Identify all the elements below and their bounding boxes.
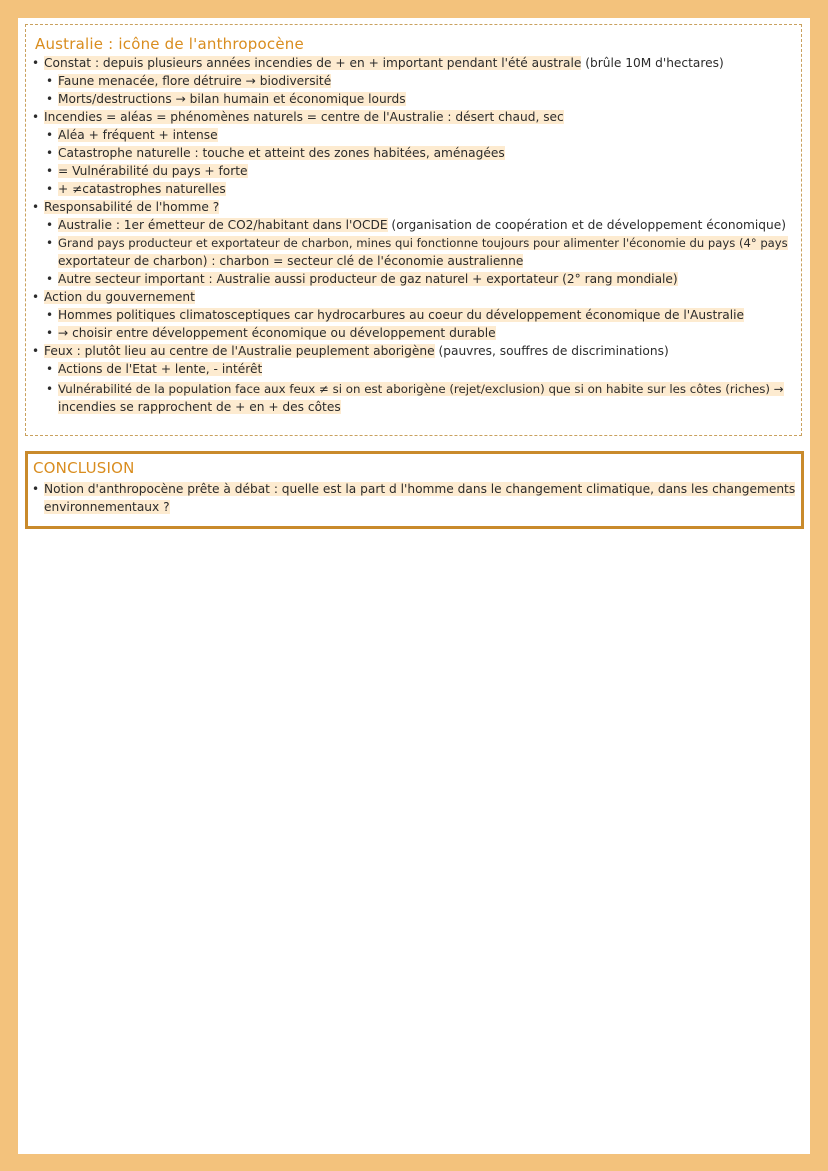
list-item: = Vulnérabilité du pays + forte — [58, 164, 248, 178]
list-item-continuation: environnementaux ? — [44, 500, 170, 514]
list-item: Action du gouvernement — [44, 290, 195, 304]
list-item-continuation: exportateur de charbon) : charbon = secteur clé de l'économie australienne — [58, 254, 524, 268]
bullet: • — [46, 308, 54, 322]
bullet: • — [46, 218, 54, 232]
list-item: Morts/destructions → bilan humain et économique lourds — [58, 92, 406, 106]
list-item: Actions de l'Etat + lente, - intérêt — [58, 362, 263, 376]
list-item: Feux : plutôt lieu au centre de l'Australie peuplement aborigène (pauvres, souffres de discriminations) — [44, 344, 669, 358]
bullet: • — [46, 362, 54, 376]
bullet: • — [46, 146, 54, 160]
conclusion-title: CONCLUSION — [33, 459, 135, 477]
list-item: Catastrophe naturelle : touche et atteint des zones habitées, aménagées — [58, 146, 505, 160]
list-item-continuation: incendies se rapprochent de + en + des côtes — [58, 400, 341, 414]
bullet: • — [32, 200, 40, 214]
bullet: • — [32, 110, 40, 124]
bullet: • — [46, 236, 54, 250]
bullet: • — [46, 326, 54, 340]
main-section — [25, 24, 802, 436]
list-item: Faune menacée, flore détruire → biodiversité — [58, 74, 332, 88]
bullet: • — [32, 56, 40, 70]
list-item: Incendies = aléas = phénomènes naturels = centre de l'Australie : désert chaud, sec — [44, 110, 564, 124]
list-item: Australie : 1er émetteur de CO2/habitant dans l'OCDE (organisation de coopération et de développement économique) — [58, 218, 787, 232]
bullet: • — [46, 182, 54, 196]
bullet: • — [46, 128, 54, 142]
conclusion-section — [25, 451, 804, 529]
list-item: Responsabilité de l'homme ? — [44, 200, 220, 214]
list-item: + ≠catastrophes naturelles — [58, 182, 226, 196]
list-item: Aléa + fréquent + intense — [58, 128, 218, 142]
list-item: Grand pays producteur et exportateur de charbon, mines qui fonctionne toujours pour alimenter l'économie du pays (4° pays — [58, 236, 788, 250]
section-title: Australie : icône de l'anthropocène — [35, 35, 304, 53]
bullet: • — [46, 92, 54, 106]
list-item: Hommes politiques climatosceptiques car hydrocarbures au coeur du développement économique de l'Australie — [58, 308, 744, 322]
bullet: • — [32, 482, 40, 496]
bullet: • — [46, 382, 54, 396]
list-item: → choisir entre développement économique ou développement durable — [58, 326, 496, 340]
list-item: Constat : depuis plusieurs années incendies de + en + important pendant l'été australe (brûle 10M d'hectares) — [44, 56, 724, 70]
list-item: Notion d'anthropocène prête à débat : quelle est la part d l'homme dans le changement climatique, dans les changements — [44, 482, 796, 496]
bullet: • — [46, 74, 54, 88]
list-item: Autre secteur important : Australie aussi producteur de gaz naturel + exportateur (2° rang mondiale) — [58, 272, 678, 286]
bullet: • — [46, 272, 54, 286]
list-item: Vulnérabilité de la population face aux feux ≠ si on est aborigène (rejet/exclusion) que si on habite sur les côtes (riches) → — [58, 382, 784, 396]
bullet: • — [46, 164, 54, 178]
bullet: • — [32, 290, 40, 304]
page — [18, 18, 810, 1154]
bullet: • — [32, 344, 40, 358]
